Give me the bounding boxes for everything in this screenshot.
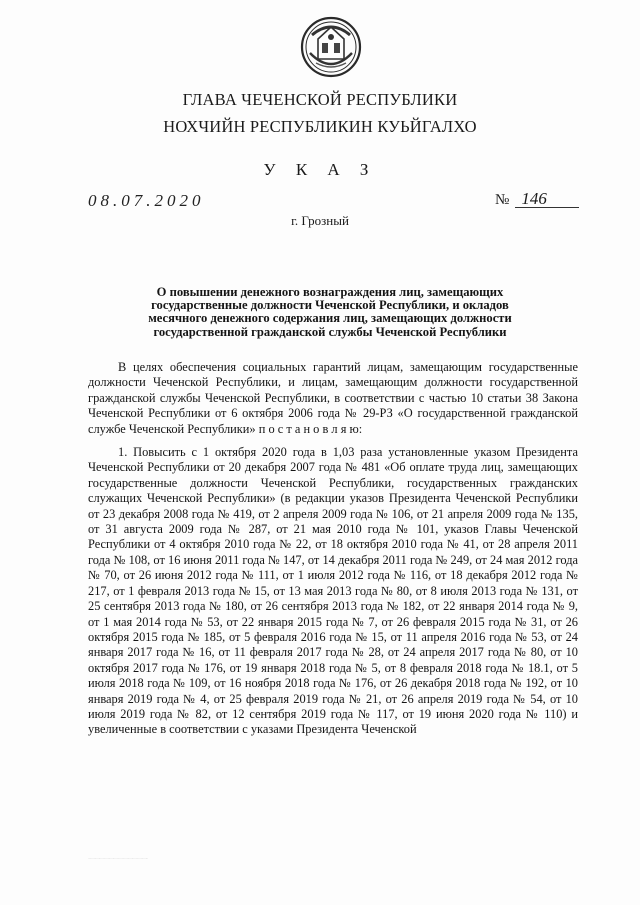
- document-number-value: 146: [515, 191, 579, 208]
- number-sign: №: [495, 192, 510, 208]
- preamble-paragraph: В целях обеспечения социальных гарантий лицам, замещающим государственные должности Чеченской Республики, и лицам, замещающим должности государственной гражданской службы Чеченской Республики, в соответствии с частью 10 статьи 38 Закона Чеченской Республики от 6 октября 2006 года № 29-РЗ «О государственной гражданской службе Чеченской Республики» п о с т а н о в л я ю:: [88, 360, 578, 436]
- issuer-title-russian: ГЛАВА ЧЕЧЕНСКОЙ РЕСПУБЛИКИ: [182, 90, 458, 109]
- document-number: [495, 191, 579, 209]
- subject-line: государственные должности Чеченской Республики, и окладов: [151, 298, 509, 313]
- document-city: г. Грозный: [291, 213, 349, 228]
- chechen-emblem-icon: [300, 15, 362, 79]
- document-body: [88, 360, 578, 738]
- issuer-title-chechen: НОХЧИЙН РЕСПУБЛИКИН КУЬЙГАЛХО: [163, 117, 477, 136]
- document-subject: [100, 286, 560, 339]
- subject-line: государственной гражданской службы Чеченской Республики: [153, 324, 507, 339]
- document-type-title: У К А З: [263, 160, 377, 179]
- subject-line: месячного денежного содержания лиц, замещающих должности: [148, 311, 512, 326]
- footer-service-stamp: ·········································································: [88, 857, 149, 860]
- clause-1-paragraph: 1. Повысить с 1 октября 2020 года в 1,03 раза установленные указом Президента Чеченской Республики от 20 декабря 2007 года № 481 «Об оплате труда лиц, замещающих государственные должности Чеченской Республики, государственных гражданских служащих Чеченской Республики» (в редакции указов Президента Чеченской Республики от 23 декабря 2008 года № 419, от 2 апреля 2009 года № 106, от 21 апреля 2009 года № 135, от 31 августа 2009 года № 287, от 21 мая 2010 года № 101, указов Главы Чеченской Республики от 4 октября 2010 года № 22, от 18 октября 2010 года № 41, от 28 апреля 2011 года № 108, от 16 июня 2011 года № 147, от 14 декабря 2011 года № 249, от 24 мая 2012 года № 70, от 26 июня 2012 года № 111, от 1 июля 2012 года № 116, от 18 декабря 2012 года № 217, от 1 февраля 2013 года № 15, от 13 мая 2013 года № 80, от 8 июля 2013 года № 131, от 25 сентября 2013 года № 180, от 26 сентября 2013 года № 182, от 22 января 2014 года № 9, от 1 мая 2014 года № 53, от 22 января 2015 года № 7, от 26 февраля 2015 года № 31, от 26 октября 2015 года № 185, от 5 февраля 2016 года № 15, от 11 апреля 2016 года № 53, от 24 января 2017 года № 16, от 11 февраля 2017 года № 28, от 24 апреля 2017 года № 80, от 10 октября 2017 года № 176, от 19 января 2018 года № 5, от 8 февраля 2018 года № 18.1, от 5 июля 2018 года № 109, от 16 ноября 2018 года № 176, от 26 декабря 2018 года № 192, от 10 января 2019 года № 4, от 25 февраля 2019 года № 21, от 26 апреля 2019 года № 54, от 10 июля 2019 года № 82, от 12 сентября 2019 года № 117, от 19 июня 2020 года № 110) и увеличенные в соответствии с указами Президента Чеченской: [88, 445, 578, 737]
- subject-line: О повышении денежного вознаграждения лиц, замещающих: [156, 285, 504, 299]
- document-date: 08.07.2020: [88, 191, 205, 210]
